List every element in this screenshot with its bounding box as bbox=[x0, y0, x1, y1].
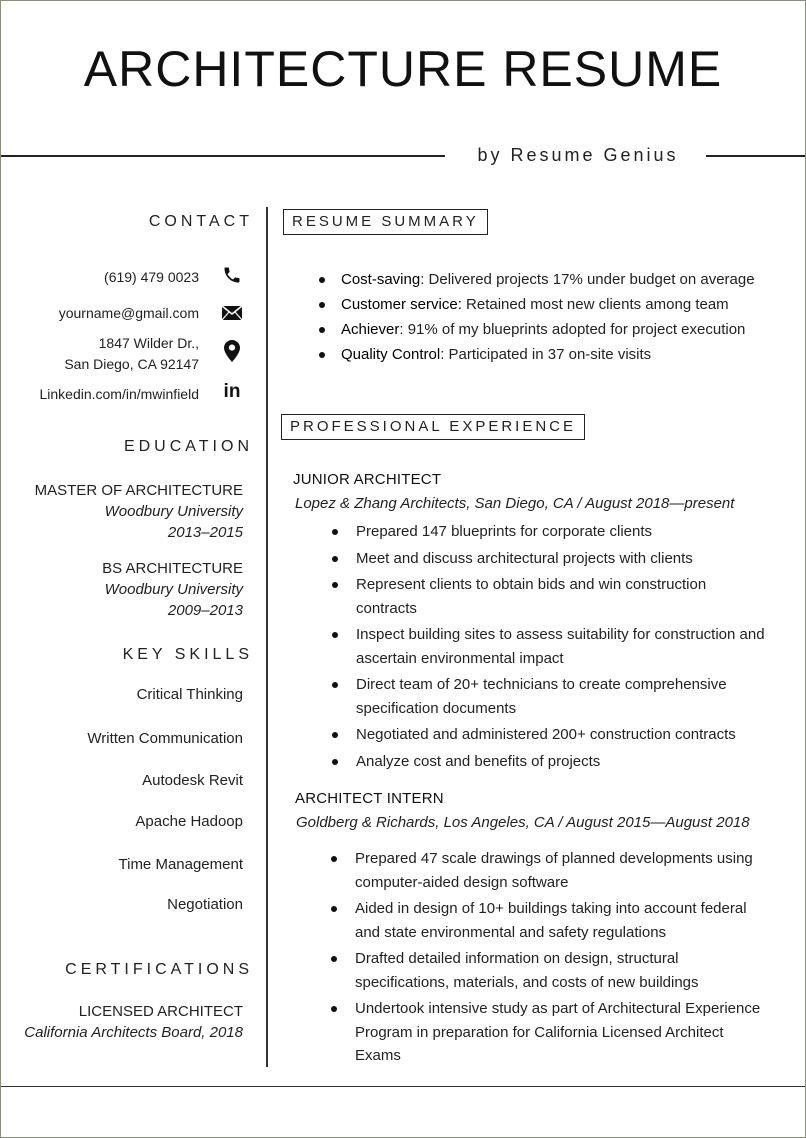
job-bullet: Undertook intensive study as part of Architectural Experience Program in preparation for California Licensed Architect Exams bbox=[355, 997, 770, 1068]
summary-text: : Participated in 37 on-site visits bbox=[440, 346, 652, 363]
job-bullet: Negotiated and administered 200+ construction contracts bbox=[356, 723, 771, 747]
contact-heading: CONTACT bbox=[148, 213, 253, 230]
contact-phone: (619) 479 0023 bbox=[104, 269, 199, 285]
education-entry bbox=[35, 480, 243, 543]
summary-item bbox=[341, 267, 781, 292]
skills-heading: KEY SKILLS bbox=[122, 646, 253, 663]
job-bullet: Represent clients to obtain bids and win construction contracts bbox=[356, 573, 771, 620]
education-entry bbox=[102, 558, 243, 621]
footer-rule bbox=[1, 1086, 805, 1087]
job-bullets bbox=[355, 847, 770, 1071]
education-years: 2009–2013 bbox=[167, 602, 243, 619]
summary-list bbox=[341, 267, 781, 367]
phone-icon bbox=[220, 263, 244, 287]
job-bullet: Drafted detailed information on design, structural specifications, materials, and costs of new buildings bbox=[355, 947, 770, 994]
summary-key: Achiever bbox=[341, 321, 400, 338]
job-title: JUNIOR ARCHITECT bbox=[293, 471, 442, 488]
envelope-icon bbox=[220, 301, 244, 325]
education-heading: EDUCATION bbox=[123, 438, 253, 455]
summary-item bbox=[341, 342, 781, 367]
skill-item: Time Management bbox=[118, 856, 243, 873]
skill-item: Critical Thinking bbox=[136, 686, 243, 703]
certification-issuer: California Architects Board, 2018 bbox=[24, 1024, 243, 1041]
education-years: 2013–2015 bbox=[167, 524, 243, 541]
job-meta: Lopez & Zhang Architects, San Diego, CA / August 2018—present bbox=[295, 495, 735, 512]
map-pin-icon bbox=[220, 339, 244, 363]
skill-item: Autodesk Revit bbox=[142, 772, 243, 789]
skill-item: Apache Hadoop bbox=[135, 813, 243, 830]
education-school: Woodbury University bbox=[104, 581, 243, 598]
summary-item bbox=[341, 292, 781, 317]
summary-text: : Delivered projects 17% under budget on average bbox=[420, 271, 755, 288]
job-bullet: Inspect building sites to assess suitability for construction and ascertain environmental impact bbox=[356, 623, 771, 670]
summary-key: Customer service: bbox=[341, 296, 462, 313]
summary-key: Quality Control bbox=[341, 346, 441, 363]
contact-address-line2: San Diego, CA 92147 bbox=[64, 356, 199, 372]
summary-key: Cost-saving bbox=[341, 271, 421, 288]
summary-text: : 91% of my blueprints adopted for project execution bbox=[399, 321, 746, 338]
summary-text: Retained most new clients among team bbox=[461, 296, 729, 313]
summary-heading: RESUME SUMMARY bbox=[283, 209, 488, 235]
byline: by Resume Genius bbox=[477, 145, 679, 165]
experience-heading: PROFESSIONAL EXPERIENCE bbox=[281, 414, 585, 440]
job-bullet: Prepared 47 scale drawings of planned developments using computer-aided design software bbox=[355, 847, 770, 894]
certification-entry bbox=[24, 1001, 243, 1043]
certifications-heading: CERTIFICATIONS bbox=[65, 961, 253, 978]
job-bullet: Analyze cost and benefits of projects bbox=[356, 750, 771, 774]
job-bullet: Meet and discuss architectural projects with clients bbox=[356, 547, 771, 571]
header-rule-left bbox=[1, 155, 445, 157]
certification-name: LICENSED ARCHITECT bbox=[78, 1003, 243, 1020]
education-degree: MASTER OF ARCHITECTURE bbox=[34, 482, 243, 499]
column-divider bbox=[266, 207, 268, 1067]
job-bullets bbox=[356, 520, 771, 776]
job-title: ARCHITECT INTERN bbox=[295, 790, 444, 807]
education-degree: BS ARCHITECTURE bbox=[102, 560, 243, 577]
job-bullet: Prepared 147 blueprints for corporate clients bbox=[356, 520, 771, 544]
resume-title: ARCHITECTURE RESUME bbox=[83, 41, 723, 97]
job-bullet: Direct team of 20+ technicians to create comprehensive specification documents bbox=[356, 673, 771, 720]
education-school: Woodbury University bbox=[104, 503, 243, 520]
skill-item: Written Communication bbox=[87, 730, 243, 747]
job-bullet: Aided in design of 10+ buildings taking into account federal and state environmental and safety regulations bbox=[355, 897, 770, 944]
job-meta: Goldberg & Richards, Los Angeles, CA / August 2015—August 2018 bbox=[296, 814, 750, 831]
header-rule-right bbox=[706, 155, 805, 157]
linkedin-icon: in bbox=[223, 381, 241, 402]
contact-linkedin: Linkedin.com/in/mwinfield bbox=[39, 386, 199, 402]
skill-item: Negotiation bbox=[167, 896, 243, 913]
summary-item bbox=[341, 317, 781, 342]
contact-email: yourname@gmail.com bbox=[58, 305, 199, 321]
contact-address-line1: 1847 Wilder Dr., bbox=[98, 335, 199, 351]
